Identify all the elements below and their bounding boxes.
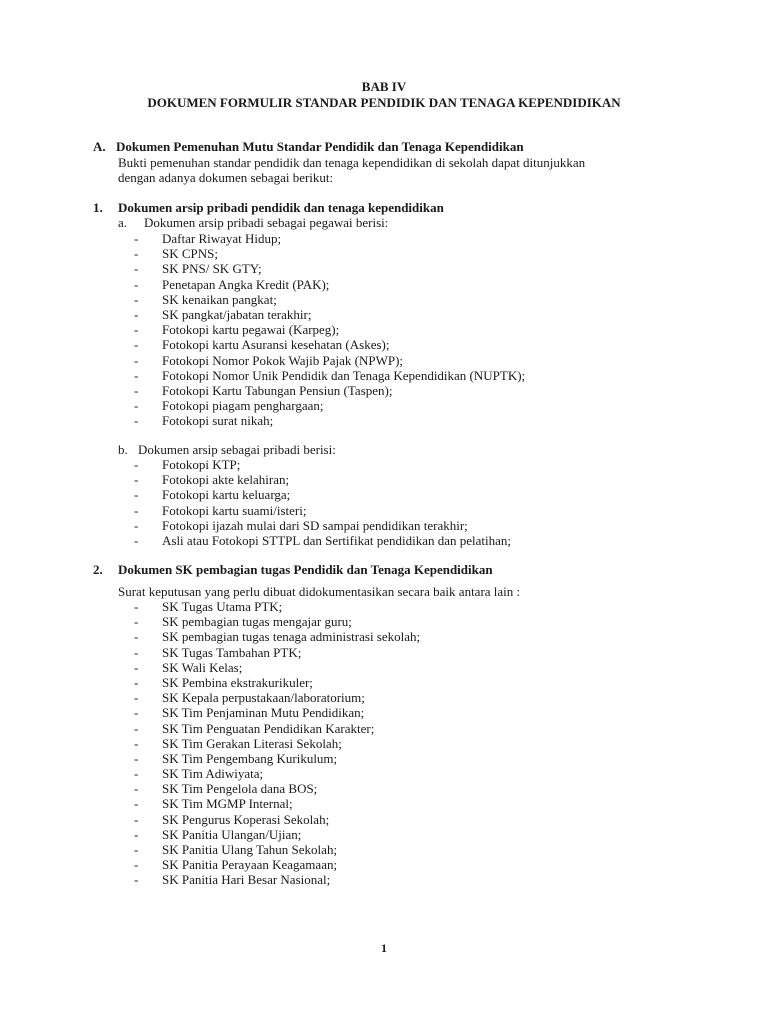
list-item-text: Fotokopi akte kelahiran; bbox=[162, 472, 290, 488]
document-title: DOKUMEN FORMULIR STANDAR PENDIDIK DAN TENAGA KEPENDIDIKAN bbox=[147, 95, 621, 110]
list-item-text: SK kenaikan pangkat; bbox=[162, 291, 277, 307]
list-item-text: Fotokopi kartu pegawai (Karpeg); bbox=[162, 322, 340, 338]
list-item-text: SK Tim Gerakan Literasi Sekolah; bbox=[162, 735, 342, 751]
list-dash: - bbox=[134, 261, 139, 277]
list-item-text: SK Tim Pengembang Kurikulum; bbox=[162, 750, 338, 766]
list-item-text: Fotokopi kartu Asuransi kesehatan (Askes); bbox=[162, 337, 390, 353]
list-item-text: SK Panitia Perayaan Keagamaan; bbox=[162, 857, 338, 873]
list-dash: - bbox=[134, 382, 139, 398]
list-dash: - bbox=[134, 659, 139, 675]
section-2-heading: Dokumen SK pembagian tugas Pendidik dan Tenaga Kependidikan bbox=[118, 562, 493, 577]
list-item-text: Fotokopi ijazah mulai dari SD sampai pendidikan terakhir; bbox=[162, 517, 468, 533]
subsection-a-label: Dokumen arsip pribadi sebagai pegawai berisi: bbox=[144, 215, 389, 230]
section-2-marker: 2. bbox=[93, 562, 103, 577]
chapter-label: BAB IV bbox=[361, 79, 407, 94]
list-item-text: SK Kepala perpustakaan/laboratorium; bbox=[162, 690, 365, 706]
list-dash: - bbox=[134, 750, 139, 766]
list-dash: - bbox=[134, 413, 139, 429]
list-dash: - bbox=[134, 872, 139, 888]
list-item-text: SK pembagian tugas mengajar guru; bbox=[162, 614, 352, 630]
list-dash: - bbox=[134, 231, 139, 246]
list-dash: - bbox=[134, 306, 139, 322]
list-item-text: SK pembagian tugas tenaga administrasi sekolah; bbox=[162, 629, 421, 645]
list-item-text: SK Tim Penguatan Pendidikan Karakter; bbox=[162, 720, 375, 736]
list-item-text: SK Tugas Utama PTK; bbox=[162, 599, 283, 614]
list-item-text: SK Tim Pengelola dana BOS; bbox=[162, 781, 318, 797]
list-dash: - bbox=[134, 599, 139, 614]
list-dash: - bbox=[134, 826, 139, 842]
list-dash: - bbox=[134, 842, 139, 857]
list-dash: - bbox=[134, 532, 139, 548]
section-a-intro-line1: Bukti pemenuhan standar pendidik dan tenaga kependidikan di sekolah dapat ditunjukkan bbox=[118, 155, 586, 170]
list-dash: - bbox=[134, 796, 139, 812]
list-dash: - bbox=[134, 720, 139, 736]
list-item-text: SK Tim Adiwiyata; bbox=[162, 766, 264, 782]
list-dash: - bbox=[134, 517, 139, 533]
list-dash: - bbox=[134, 398, 139, 414]
subsection-a-marker: a. bbox=[118, 215, 128, 230]
list-item-text: Daftar Riwayat Hidup; bbox=[162, 231, 282, 246]
list-item-text: Fotokopi piagam penghargaan; bbox=[162, 398, 324, 414]
list-dash: - bbox=[134, 487, 139, 503]
list-item-text: SK Wali Kelas; bbox=[162, 659, 243, 675]
subsection-b-label: Dokumen arsip sebagai pribadi berisi: bbox=[138, 442, 336, 457]
list-item-text: Fotokopi Nomor Pokok Wajib Pajak (NPWP); bbox=[162, 352, 404, 368]
list-item-text: SK CPNS; bbox=[162, 246, 218, 262]
list-dash: - bbox=[134, 246, 139, 262]
list-item-text: SK Panitia Ulangan/Ujian; bbox=[162, 826, 302, 842]
list-dash: - bbox=[134, 629, 139, 645]
page-number: 1 bbox=[381, 941, 387, 955]
list-dash: - bbox=[134, 705, 139, 721]
section-a-intro-line2: dengan adanya dokumen sebagai berikut: bbox=[118, 170, 334, 185]
list-dash: - bbox=[134, 276, 139, 292]
list-dash: - bbox=[134, 472, 139, 488]
list-item-text: Fotokopi KTP; bbox=[162, 457, 241, 472]
list-item-text: SK pangkat/jabatan terakhir; bbox=[162, 306, 312, 322]
list-item-text: Fotokopi Kartu Tabungan Pensiun (Taspen); bbox=[162, 382, 393, 398]
list-dash: - bbox=[134, 614, 139, 630]
section-2-intro: Surat keputusan yang perlu dibuat didokumentasikan secara baik antara lain : bbox=[118, 584, 521, 599]
list-dash: - bbox=[134, 674, 139, 690]
section-a-marker: A. bbox=[93, 139, 106, 154]
subsection-b-marker: b. bbox=[118, 442, 128, 457]
list-dash: - bbox=[134, 690, 139, 706]
list-dash: - bbox=[134, 291, 139, 307]
list-dash: - bbox=[134, 322, 139, 338]
list-item-text: SK Pembina ekstrakurikuler; bbox=[162, 674, 313, 690]
list-item-text: SK PNS/ SK GTY; bbox=[162, 261, 262, 277]
list-dash: - bbox=[134, 457, 139, 472]
list-item-text: Penetapan Angka Kredit (PAK); bbox=[162, 276, 330, 292]
list-item-text: Asli atau Fotokopi STTPL dan Sertifikat pendidikan dan pelatihan; bbox=[162, 532, 512, 548]
list-dash: - bbox=[134, 337, 139, 353]
list-item-text: SK Tim Penjaminan Mutu Pendidikan; bbox=[162, 705, 365, 721]
list-dash: - bbox=[134, 367, 139, 383]
section-1-heading: Dokumen arsip pribadi pendidik dan tenaga kependidikan bbox=[118, 200, 444, 215]
list-dash: - bbox=[134, 644, 139, 660]
list-dash: - bbox=[134, 502, 139, 518]
section-1-marker: 1. bbox=[93, 200, 103, 215]
list-item-text: Fotokopi Nomor Unik Pendidik dan Tenaga Kependidikan (NUPTK); bbox=[162, 367, 526, 383]
list-item-text: Fotokopi surat nikah; bbox=[162, 413, 274, 429]
list-dash: - bbox=[134, 811, 139, 827]
list-dash: - bbox=[134, 857, 139, 873]
list-item-text: SK Tugas Tambahan PTK; bbox=[162, 644, 302, 660]
list-item-text: SK Pengurus Koperasi Sekolah; bbox=[162, 811, 330, 827]
section-a-heading: Dokumen Pemenuhan Mutu Standar Pendidik dan Tenaga Kependidikan bbox=[116, 139, 524, 154]
list-item-text: Fotokopi kartu keluarga; bbox=[162, 487, 291, 503]
list-item-text: SK Panitia Hari Besar Nasional; bbox=[162, 872, 331, 888]
list-dash: - bbox=[134, 735, 139, 751]
list-item-text: SK Tim MGMP Internal; bbox=[162, 796, 293, 812]
list-dash: - bbox=[134, 766, 139, 782]
list-item-text: SK Panitia Ulang Tahun Sekolah; bbox=[162, 842, 338, 857]
list-dash: - bbox=[134, 781, 139, 797]
list-item-text: Fotokopi kartu suami/isteri; bbox=[162, 502, 307, 518]
list-dash: - bbox=[134, 352, 139, 368]
